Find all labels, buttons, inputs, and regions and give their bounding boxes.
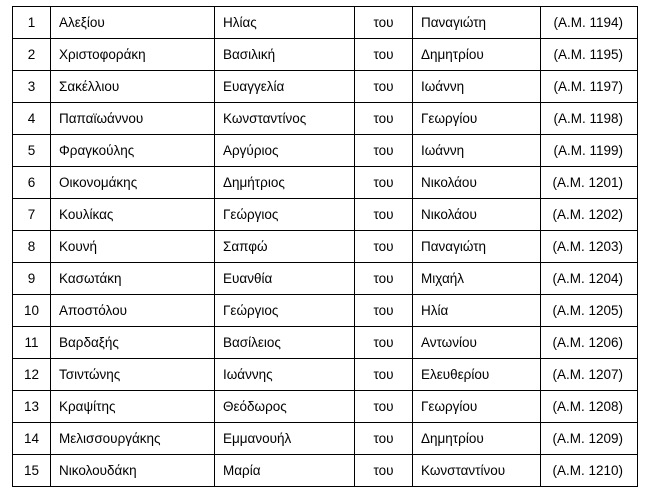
father-name-cell: Δημητρίου	[413, 39, 541, 71]
row-number: 9	[13, 263, 51, 295]
first-name-cell: Αργύριος	[215, 135, 355, 167]
father-name-cell: Δημητρίου	[413, 423, 541, 455]
table-row	[13, 327, 638, 359]
father-name-cell: Παναγιώτη	[413, 231, 541, 263]
of-cell: του	[355, 199, 413, 231]
row-number: 8	[13, 231, 51, 263]
of-cell: του	[355, 455, 413, 487]
father-name-cell: Γεωργίου	[413, 391, 541, 423]
first-name-cell: Δημήτριος	[215, 167, 355, 199]
row-number: 7	[13, 199, 51, 231]
surname-cell: Παπαϊωάννου	[51, 103, 215, 135]
first-name-cell: Ευανθία	[215, 263, 355, 295]
father-name-cell: Ιωάννη	[413, 71, 541, 103]
registry-number-cell: (Α.Μ. 1208)	[541, 391, 638, 423]
registry-number-cell: (Α.Μ. 1207)	[541, 359, 638, 391]
father-name-cell: Νικολάου	[413, 199, 541, 231]
surname-cell: Τσιντώνης	[51, 359, 215, 391]
row-number: 11	[13, 327, 51, 359]
table-row	[13, 135, 638, 167]
surname-cell: Αποστόλου	[51, 295, 215, 327]
table-row	[13, 103, 638, 135]
surname-cell: Κουλίκας	[51, 199, 215, 231]
first-name-cell: Βασίλειος	[215, 327, 355, 359]
first-name-cell: Κωνσταντίνος	[215, 103, 355, 135]
surname-cell: Μελισσουργάκης	[51, 423, 215, 455]
row-number: 15	[13, 455, 51, 487]
row-number: 5	[13, 135, 51, 167]
table-row	[13, 295, 638, 327]
of-cell: του	[355, 327, 413, 359]
surname-cell: Οικονομάκης	[51, 167, 215, 199]
row-number: 10	[13, 295, 51, 327]
registry-number-cell: (Α.Μ. 1201)	[541, 167, 638, 199]
of-cell: του	[355, 71, 413, 103]
of-cell: του	[355, 39, 413, 71]
table-row	[13, 199, 638, 231]
father-name-cell: Κωνσταντίνου	[413, 455, 541, 487]
row-number: 6	[13, 167, 51, 199]
registry-number-cell: (Α.Μ. 1205)	[541, 295, 638, 327]
of-cell: του	[355, 359, 413, 391]
first-name-cell: Γεώργιος	[215, 295, 355, 327]
registry-number-cell: (Α.Μ. 1210)	[541, 455, 638, 487]
father-name-cell: Ηλία	[413, 295, 541, 327]
registry-number-cell: (Α.Μ. 1198)	[541, 103, 638, 135]
of-cell: του	[355, 391, 413, 423]
of-cell: του	[355, 295, 413, 327]
surname-cell: Σακέλλιου	[51, 71, 215, 103]
registry-number-cell: (Α.Μ. 1209)	[541, 423, 638, 455]
registry-number-cell: (Α.Μ. 1195)	[541, 39, 638, 71]
registry-number-cell: (Α.Μ. 1194)	[541, 7, 638, 39]
father-name-cell: Παναγιώτη	[413, 7, 541, 39]
table-row	[13, 455, 638, 487]
registry-number-cell: (Α.Μ. 1202)	[541, 199, 638, 231]
registry-number-cell: (Α.Μ. 1206)	[541, 327, 638, 359]
table-row	[13, 167, 638, 199]
first-name-cell: Ιωάννης	[215, 359, 355, 391]
surname-cell: Χριστοφοράκη	[51, 39, 215, 71]
father-name-cell: Γεωργίου	[413, 103, 541, 135]
first-name-cell: Σαπφώ	[215, 231, 355, 263]
first-name-cell: Βασιλική	[215, 39, 355, 71]
first-name-cell: Εμμανουήλ	[215, 423, 355, 455]
surname-cell: Βαρδαξής	[51, 327, 215, 359]
table-row	[13, 263, 638, 295]
registry-number-cell: (Α.Μ. 1203)	[541, 231, 638, 263]
table-row	[13, 391, 638, 423]
of-cell: του	[355, 167, 413, 199]
registry-number-cell: (Α.Μ. 1204)	[541, 263, 638, 295]
of-cell: του	[355, 7, 413, 39]
of-cell: του	[355, 135, 413, 167]
father-name-cell: Μιχαήλ	[413, 263, 541, 295]
row-number: 1	[13, 7, 51, 39]
of-cell: του	[355, 263, 413, 295]
father-name-cell: Αντωνίου	[413, 327, 541, 359]
surname-cell: Αλεξίου	[51, 7, 215, 39]
row-number: 14	[13, 423, 51, 455]
first-name-cell: Μαρία	[215, 455, 355, 487]
father-name-cell: Ελευθερίου	[413, 359, 541, 391]
registry-number-cell: (Α.Μ. 1199)	[541, 135, 638, 167]
registry-number-cell: (Α.Μ. 1197)	[541, 71, 638, 103]
row-number: 3	[13, 71, 51, 103]
surname-cell: Κουνή	[51, 231, 215, 263]
row-number: 12	[13, 359, 51, 391]
row-number: 4	[13, 103, 51, 135]
table-row	[13, 7, 638, 39]
table-row	[13, 39, 638, 71]
table-row	[13, 231, 638, 263]
table-row	[13, 423, 638, 455]
of-cell: του	[355, 423, 413, 455]
personnel-table	[12, 6, 638, 487]
of-cell: του	[355, 231, 413, 263]
first-name-cell: Θεόδωρος	[215, 391, 355, 423]
table-body	[13, 7, 638, 487]
father-name-cell: Νικολάου	[413, 167, 541, 199]
father-name-cell: Ιωάννη	[413, 135, 541, 167]
first-name-cell: Ευαγγελία	[215, 71, 355, 103]
surname-cell: Κασωτάκη	[51, 263, 215, 295]
surname-cell: Φραγκούλης	[51, 135, 215, 167]
first-name-cell: Ηλίας	[215, 7, 355, 39]
table-row	[13, 71, 638, 103]
of-cell: του	[355, 103, 413, 135]
surname-cell: Νικολουδάκη	[51, 455, 215, 487]
surname-cell: Κραψίτης	[51, 391, 215, 423]
table-row	[13, 359, 638, 391]
row-number: 2	[13, 39, 51, 71]
row-number: 13	[13, 391, 51, 423]
first-name-cell: Γεώργιος	[215, 199, 355, 231]
